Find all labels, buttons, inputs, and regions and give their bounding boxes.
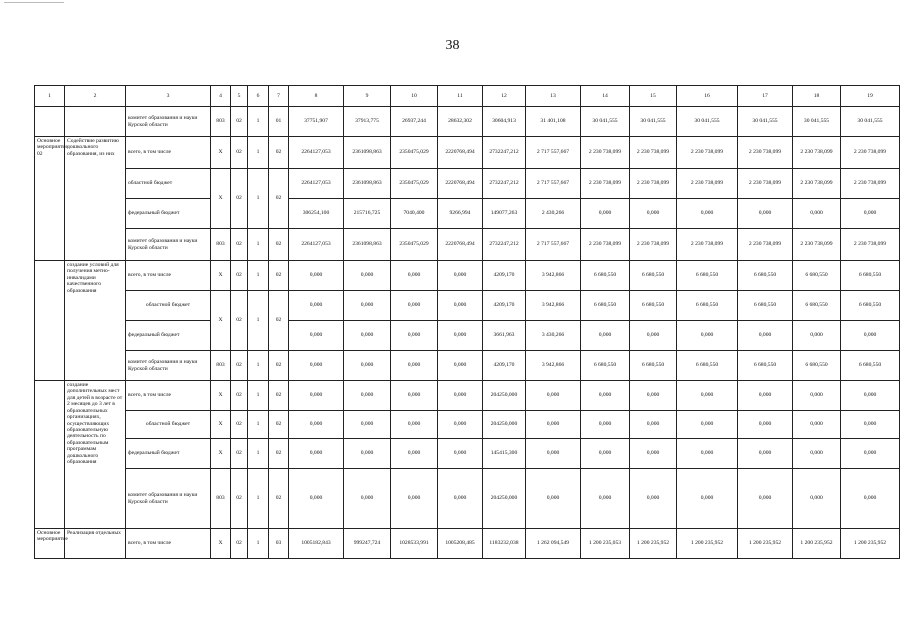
- value-cell: 1183232,038: [483, 529, 526, 559]
- value-cell: 3 942,866: [526, 291, 581, 321]
- code-cell: 02: [269, 411, 289, 439]
- value-cell: 37913,775: [344, 107, 391, 137]
- code-cell: X: [211, 439, 231, 469]
- value-cell: 0,000: [630, 411, 677, 439]
- value-cell: 215716,725: [344, 199, 391, 229]
- value-cell: 6 680,550: [630, 291, 677, 321]
- code-cell: 1: [248, 469, 269, 529]
- value-cell: 1 200 235,952: [793, 529, 841, 559]
- value-cell: 2 230 738,099: [677, 137, 738, 169]
- value-cell: 0,000: [391, 381, 438, 411]
- value-cell: 0,000: [581, 199, 630, 229]
- value-cell: 0,000: [677, 469, 738, 529]
- value-cell: 0,000: [738, 321, 793, 351]
- value-cell: 306254,100: [289, 199, 344, 229]
- value-cell: 0,000: [391, 261, 438, 291]
- value-cell: 0,000: [391, 439, 438, 469]
- value-cell: 0,000: [581, 381, 630, 411]
- value-cell: 0,000: [438, 381, 483, 411]
- value-cell: 6 680,550: [793, 351, 841, 381]
- value-cell: 0,000: [391, 469, 438, 529]
- value-cell: 2732247,212: [483, 229, 526, 261]
- table-row: [35, 169, 900, 199]
- value-cell: 2 230 738,099: [841, 137, 900, 169]
- value-cell: 2220768,494: [438, 169, 483, 199]
- code-cell: X: [211, 291, 231, 351]
- value-cell: 1 262 094,549: [526, 529, 581, 559]
- value-cell: 0,000: [344, 321, 391, 351]
- col-header: 18: [793, 86, 841, 107]
- value-cell: 0,000: [581, 469, 630, 529]
- code-cell: 02: [231, 107, 248, 137]
- value-cell: 2732247,212: [483, 169, 526, 199]
- code-cell: 1: [248, 107, 269, 137]
- value-cell: 0,000: [289, 291, 344, 321]
- code-cell: 02: [231, 351, 248, 381]
- code-cell: 02: [231, 169, 248, 229]
- value-cell: 30 041,555: [677, 107, 738, 137]
- value-cell: 0,000: [841, 321, 900, 351]
- event-label-cell: [35, 381, 65, 529]
- value-cell: 2 717 557,667: [526, 229, 581, 261]
- value-cell: 30604,913: [483, 107, 526, 137]
- funding-source-cell: всего, в том числе: [126, 529, 211, 559]
- value-cell: 0,000: [677, 381, 738, 411]
- value-cell: 0,000: [391, 321, 438, 351]
- table-row: [35, 321, 900, 351]
- page-corner-mark: [4, 2, 64, 7]
- value-cell: 0,000: [677, 411, 738, 439]
- value-cell: 2361098,863: [344, 137, 391, 169]
- col-header: 9: [344, 86, 391, 107]
- value-cell: 30 041,555: [581, 107, 630, 137]
- value-cell: 2 230 738,099: [630, 137, 677, 169]
- code-cell: 803: [211, 351, 231, 381]
- value-cell: 0,000: [438, 439, 483, 469]
- value-cell: 6 680,550: [581, 351, 630, 381]
- value-cell: 0,000: [841, 411, 900, 439]
- code-cell: 1: [248, 229, 269, 261]
- code-cell: 02: [231, 229, 248, 261]
- value-cell: 6 680,550: [581, 291, 630, 321]
- value-cell: 2 230 738,099: [738, 229, 793, 261]
- value-cell: 6 680,550: [581, 261, 630, 291]
- value-cell: 204250,000: [483, 381, 526, 411]
- col-header: 19: [841, 86, 900, 107]
- value-cell: 30 041,555: [841, 107, 900, 137]
- value-cell: 6 680,550: [630, 351, 677, 381]
- value-cell: 0,000: [581, 321, 630, 351]
- value-cell: 0,000: [391, 411, 438, 439]
- value-cell: 0,000: [793, 199, 841, 229]
- value-cell: 0,000: [289, 411, 344, 439]
- code-cell: 02: [269, 137, 289, 169]
- funding-source-cell: комитет образования и науки Курской области: [126, 351, 211, 381]
- value-cell: 0,000: [289, 469, 344, 529]
- value-cell: 0,000: [438, 261, 483, 291]
- value-cell: 0,000: [391, 351, 438, 381]
- value-cell: 0,000: [677, 439, 738, 469]
- code-cell: X: [211, 261, 231, 291]
- value-cell: 2 230 738,099: [630, 169, 677, 199]
- code-cell: 02: [269, 381, 289, 411]
- value-cell: 1 200 235,952: [841, 529, 900, 559]
- value-cell: 30 041,555: [738, 107, 793, 137]
- table-row: [35, 137, 900, 169]
- value-cell: 0,000: [738, 411, 793, 439]
- value-cell: 0,000: [438, 321, 483, 351]
- col-header: 12: [483, 86, 526, 107]
- value-cell: 2350475,029: [391, 229, 438, 261]
- value-cell: 28632,302: [438, 107, 483, 137]
- code-cell: X: [211, 381, 231, 411]
- value-cell: 0,000: [630, 321, 677, 351]
- value-cell: 0,000: [841, 199, 900, 229]
- value-cell: 9266,994: [438, 199, 483, 229]
- table-row: [35, 229, 900, 261]
- event-label-cell: Основное мероприятие: [35, 529, 65, 559]
- value-cell: 2220768,494: [438, 137, 483, 169]
- code-cell: 1: [248, 411, 269, 439]
- value-cell: 0,000: [344, 261, 391, 291]
- value-cell: 0,000: [344, 291, 391, 321]
- code-cell: 803: [211, 107, 231, 137]
- value-cell: 1 200 235,952: [738, 529, 793, 559]
- col-header: 2: [65, 86, 126, 107]
- value-cell: 0,000: [630, 469, 677, 529]
- table-row: [35, 291, 900, 321]
- code-cell: 02: [231, 261, 248, 291]
- funding-source-cell: федеральный бюджет: [126, 199, 211, 229]
- value-cell: 6 680,550: [841, 351, 900, 381]
- value-cell: 0,000: [526, 439, 581, 469]
- value-cell: 0,000: [526, 381, 581, 411]
- value-cell: 145415,300: [483, 439, 526, 469]
- value-cell: 3 942,866: [526, 351, 581, 381]
- value-cell: 6 680,550: [738, 351, 793, 381]
- code-cell: 03: [269, 529, 289, 559]
- value-cell: 6 680,550: [841, 291, 900, 321]
- value-cell: 2361098,863: [344, 169, 391, 199]
- value-cell: 0,000: [438, 291, 483, 321]
- value-cell: 0,000: [793, 381, 841, 411]
- col-header: 11: [438, 86, 483, 107]
- value-cell: 0,000: [391, 291, 438, 321]
- value-cell: 2 230 738,099: [738, 169, 793, 199]
- col-header: 16: [677, 86, 738, 107]
- indicator-label-cell: создание дополнительных мест для детей в возрасте от 2 месяцев до 3 лет в образовательных организациях, осуществляющих образовательную деятельность по образовательным программам дошкольного образования: [65, 381, 126, 529]
- col-header: 14: [581, 86, 630, 107]
- value-cell: 0,000: [581, 439, 630, 469]
- value-cell: 7040,400: [391, 199, 438, 229]
- value-cell: 2 230 738,099: [677, 229, 738, 261]
- table-row: [35, 351, 900, 381]
- budget-table: [34, 85, 900, 559]
- value-cell: 0,000: [738, 439, 793, 469]
- value-cell: 6 680,550: [738, 291, 793, 321]
- value-cell: 0,000: [438, 351, 483, 381]
- code-cell: X: [211, 411, 231, 439]
- funding-source-cell: комитет образования и науки Курской области: [126, 469, 211, 529]
- value-cell: 2 230 738,099: [793, 229, 841, 261]
- indicator-label-cell: создание условий для получения метно-инвалидами качественного образования: [65, 261, 126, 381]
- code-cell: 02: [269, 261, 289, 291]
- table-row: [35, 261, 900, 291]
- code-cell: 01: [269, 107, 289, 137]
- col-header: 15: [630, 86, 677, 107]
- code-cell: 1: [248, 291, 269, 351]
- value-cell: 0,000: [677, 321, 738, 351]
- value-cell: 0,000: [630, 381, 677, 411]
- col-header: 6: [248, 86, 269, 107]
- value-cell: 0,000: [738, 381, 793, 411]
- value-cell: 37751,907: [289, 107, 344, 137]
- value-cell: 6 680,550: [793, 261, 841, 291]
- code-cell: 1: [248, 529, 269, 559]
- col-header: 17: [738, 86, 793, 107]
- value-cell: 4209,170: [483, 261, 526, 291]
- event-label-cell: [35, 107, 65, 137]
- value-cell: 6 680,550: [738, 261, 793, 291]
- value-cell: 1005182,843: [289, 529, 344, 559]
- value-cell: 2 230 738,099: [581, 137, 630, 169]
- value-cell: 2 230 738,099: [841, 229, 900, 261]
- value-cell: 0,000: [289, 381, 344, 411]
- col-header: 4: [211, 86, 231, 107]
- value-cell: 2264127,053: [289, 137, 344, 169]
- value-cell: 2 230 738,099: [793, 169, 841, 199]
- value-cell: 0,000: [841, 439, 900, 469]
- code-cell: 02: [231, 411, 248, 439]
- page-number: 38: [445, 38, 460, 53]
- funding-source-cell: областной бюджет: [126, 411, 211, 439]
- value-cell: 1 200 235,952: [677, 529, 738, 559]
- event-label-cell: [35, 261, 65, 381]
- value-cell: 0,000: [738, 199, 793, 229]
- value-cell: 6 680,550: [841, 261, 900, 291]
- value-cell: 6 680,550: [677, 351, 738, 381]
- code-cell: 803: [211, 469, 231, 529]
- table-row: [35, 469, 900, 529]
- value-cell: 31 401,108: [526, 107, 581, 137]
- code-cell: 1: [248, 439, 269, 469]
- code-cell: 803: [211, 229, 231, 261]
- code-cell: 02: [231, 381, 248, 411]
- code-cell: 02: [231, 469, 248, 529]
- value-cell: 2350475,029: [391, 169, 438, 199]
- funding-source-cell: областной бюджет: [126, 291, 211, 321]
- value-cell: 0,000: [344, 469, 391, 529]
- value-cell: 0,000: [630, 439, 677, 469]
- col-header: 13: [526, 86, 581, 107]
- table-row: [35, 107, 900, 137]
- value-cell: 2732247,212: [483, 137, 526, 169]
- value-cell: 1 200 235,952: [630, 529, 677, 559]
- value-cell: 0,000: [438, 469, 483, 529]
- indicator-label-cell: [65, 107, 126, 137]
- funding-source-cell: всего, в том числе: [126, 261, 211, 291]
- value-cell: 1028533,991: [391, 529, 438, 559]
- value-cell: 0,000: [793, 411, 841, 439]
- value-cell: 0,000: [526, 469, 581, 529]
- code-cell: 02: [269, 439, 289, 469]
- code-cell: 02: [269, 469, 289, 529]
- value-cell: 2 230 738,099: [677, 169, 738, 199]
- table-row: [35, 199, 900, 229]
- col-header: 10: [391, 86, 438, 107]
- value-cell: 2 230 738,099: [581, 169, 630, 199]
- value-cell: 0,000: [738, 469, 793, 529]
- code-cell: 1: [248, 351, 269, 381]
- value-cell: 0,000: [526, 411, 581, 439]
- code-cell: 02: [269, 291, 289, 351]
- col-header: 3: [126, 86, 211, 107]
- value-cell: 0,000: [344, 439, 391, 469]
- indicator-label-cell: Реализация отдельных: [65, 529, 126, 559]
- value-cell: 204250,000: [483, 469, 526, 529]
- table-row: [35, 439, 900, 469]
- table-row: [35, 529, 900, 559]
- value-cell: 0,000: [438, 411, 483, 439]
- indicator-label-cell: Содействие развитию дошкольного образования, из них: [65, 137, 126, 261]
- code-cell: 1: [248, 169, 269, 229]
- value-cell: 0,000: [793, 469, 841, 529]
- value-cell: 0,000: [581, 411, 630, 439]
- value-cell: 2 230 738,099: [793, 137, 841, 169]
- value-cell: 2 430,266: [526, 199, 581, 229]
- code-cell: X: [211, 169, 231, 229]
- value-cell: 6 680,550: [793, 291, 841, 321]
- value-cell: 3 942,866: [526, 261, 581, 291]
- funding-source-cell: всего, в том числе: [126, 137, 211, 169]
- value-cell: 1 200 235,053: [581, 529, 630, 559]
- value-cell: 4209,170: [483, 291, 526, 321]
- value-cell: 6 680,550: [677, 261, 738, 291]
- value-cell: 0,000: [289, 321, 344, 351]
- code-cell: 02: [269, 229, 289, 261]
- value-cell: 204250,000: [483, 411, 526, 439]
- value-cell: 0,000: [793, 439, 841, 469]
- funding-source-cell: комитет образования и науки Курской области: [126, 229, 211, 261]
- value-cell: 0,000: [344, 411, 391, 439]
- funding-source-cell: федеральный бюджет: [126, 321, 211, 351]
- value-cell: 30 041,555: [793, 107, 841, 137]
- code-cell: 1: [248, 381, 269, 411]
- table-row: [35, 381, 900, 411]
- value-cell: 6 680,550: [630, 261, 677, 291]
- value-cell: 1005208,485: [438, 529, 483, 559]
- value-cell: 4209,170: [483, 351, 526, 381]
- value-cell: 0,000: [289, 351, 344, 381]
- value-cell: 2264127,053: [289, 229, 344, 261]
- value-cell: 2220768,494: [438, 229, 483, 261]
- col-header: 8: [289, 86, 344, 107]
- code-cell: 02: [269, 351, 289, 381]
- table-row: [35, 411, 900, 439]
- value-cell: 2 230 738,099: [581, 229, 630, 261]
- value-cell: 0,000: [841, 469, 900, 529]
- funding-source-cell: комитет образования и науки Курской области: [126, 107, 211, 137]
- code-cell: 02: [231, 529, 248, 559]
- code-cell: 02: [231, 439, 248, 469]
- value-cell: 0,000: [344, 351, 391, 381]
- value-cell: 26937,244: [391, 107, 438, 137]
- code-cell: 02: [269, 169, 289, 229]
- value-cell: 2 717 557,667: [526, 137, 581, 169]
- code-cell: X: [211, 137, 231, 169]
- value-cell: 0,000: [841, 381, 900, 411]
- value-cell: 2 230 738,099: [841, 169, 900, 199]
- col-header: 7: [269, 86, 289, 107]
- value-cell: 0,000: [289, 439, 344, 469]
- value-cell: 2361098,863: [344, 229, 391, 261]
- funding-source-cell: областной бюджет: [126, 169, 211, 199]
- value-cell: 999247,724: [344, 529, 391, 559]
- code-cell: 02: [231, 137, 248, 169]
- value-cell: 0,000: [793, 321, 841, 351]
- funding-source-cell: всего, в том числе: [126, 381, 211, 411]
- value-cell: 2 230 738,099: [738, 137, 793, 169]
- code-cell: X: [211, 529, 231, 559]
- value-cell: 30 041,555: [630, 107, 677, 137]
- value-cell: 0,000: [289, 261, 344, 291]
- value-cell: 2350475,029: [391, 137, 438, 169]
- code-cell: 1: [248, 137, 269, 169]
- value-cell: 149077,263: [483, 199, 526, 229]
- value-cell: 6 680,550: [677, 291, 738, 321]
- value-cell: 3 430,266: [526, 321, 581, 351]
- code-cell: 02: [231, 291, 248, 351]
- code-cell: 1: [248, 261, 269, 291]
- value-cell: 2 230 738,099: [630, 229, 677, 261]
- value-cell: 0,000: [630, 199, 677, 229]
- value-cell: 3661,963: [483, 321, 526, 351]
- col-header: 5: [231, 86, 248, 107]
- value-cell: 2 717 557,667: [526, 169, 581, 199]
- value-cell: 2264127,053: [289, 169, 344, 199]
- event-label-cell: Основное мероприятие 02: [35, 137, 65, 261]
- value-cell: 0,000: [677, 199, 738, 229]
- col-header: 1: [35, 86, 65, 107]
- funding-source-cell: федеральный бюджет: [126, 439, 211, 469]
- header-row: [35, 86, 900, 107]
- value-cell: 0,000: [344, 381, 391, 411]
